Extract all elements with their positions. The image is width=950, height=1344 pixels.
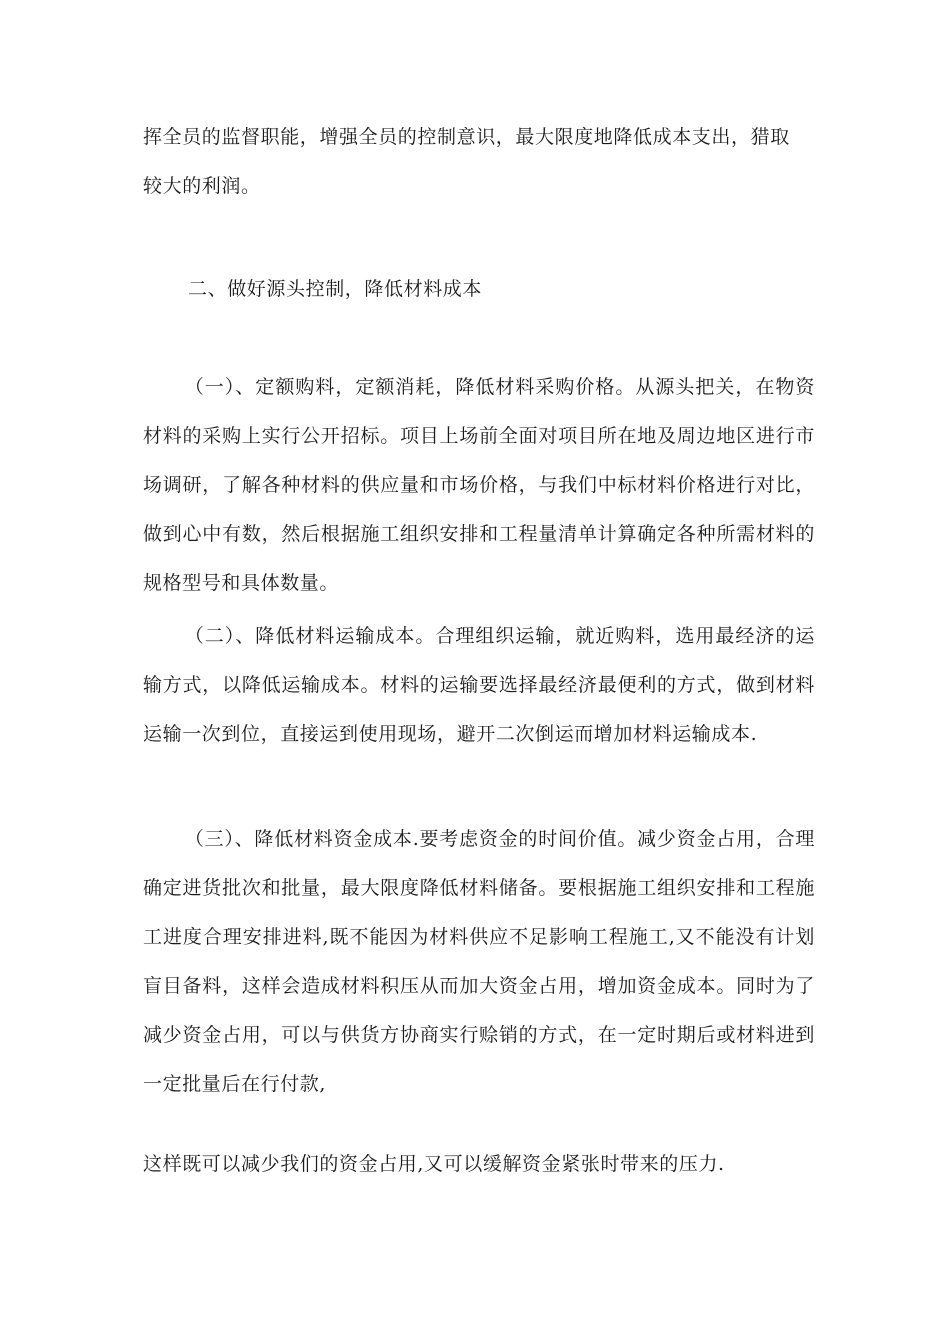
paragraph-4: 这样既可以减少我们的资金占用,又可以缓解资金紧张时带来的压力. [143,1153,725,1175]
intro-paragraph [143,113,815,211]
section-heading: 二、做好源头控制，降低材料成本 [188,278,483,300]
paragraph-1: （一）、定额购料，定额消耗，降低材料采购价格。从源头把关，在物资材料的采购上实行公开招标。项目上场前全面对项目所在地及周边地区进行市场调研，了解各种材料的供应量和市场价格，与我们中标材料价格进行对比，做到心中有数，然后根据施工组织安排和工程量清单计算确定各种所需材料的规格型号和具体数量。 [143,376,815,594]
intro-line-2: 较大的利润。 [143,175,261,197]
intro-line-1: 挥全员的监督职能，增强全员的控制意识，最大限度地降低成本支出，猎取 [143,126,790,148]
paragraph-3: （三）、降低材料资金成本.要考虑资金的时间价值。减少资金占用，合理确定进货批次和批量，最大限度降低材料储备。要根据施工组织安排和工程施工进度合理安排进料,既不能因为材料供应不足影响工程施工,又不能没有计划盲目备料，这样会造成材料积压从而加大资金占用，增加资金成本。同时为了减少资金占用，可以与供货方协商实行赊销的方式，在一定时期后或材料进到一定批量后在行付款, [143,828,815,1095]
paragraph-2: （二）、降低材料运输成本。合理组织运输，就近购料，选用最经济的运输方式，以降低运输成本。材料的运输要选择最经济最便利的方式，做到材料运输一次到位，直接运到使用现场，避开二次倒运而增加材料运输成本. [143,625,815,745]
